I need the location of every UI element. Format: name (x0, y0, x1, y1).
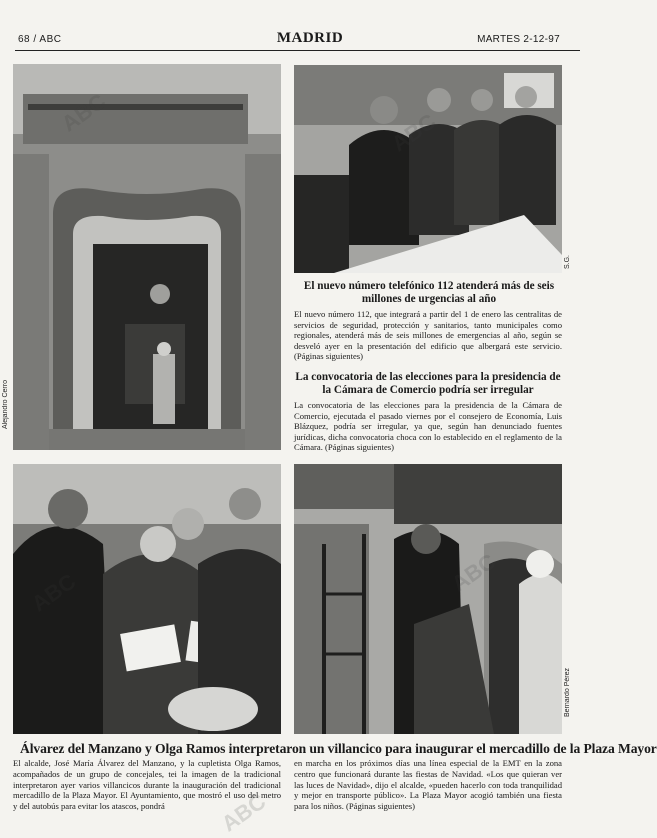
photo-credit-facade: Alejandro Cerro (2, 380, 9, 430)
lead-body-col1: El alcalde, José María Álvarez del Manzano, y la cupletista Olga Ramos, acompañados de un grupo de concejales, tei la imagen de la tradicional interpretaron ayer varios villancicos durante la inauguración del tradicional mercadillo de la Plaza Mayor. El Ayuntamiento, que mostró el uso del metro y del autobús para evitar los atascos, pondrá (13, 758, 281, 812)
body-112: El nuevo número 112, que integrará a partir del 1 de enero las centralitas de servicios de seguridad, protección y sanitarios, tanto municipales como regionales, atenderá más de seis millones de emergencias al año, según se desveló ayer en la presentación del edificio que albergará este servicio. (Páginas siguientes) (294, 309, 562, 362)
lead-headline: Álvarez del Manzano y Olga Ramos interpretaron un villancico para inaugurar el mercadillo de la Plaza Mayor (20, 741, 657, 756)
lead-body-col2: en marcha en los próximos días una línea especial de la EMT en la zona centro que funcionará durante las fiestas de Navidad. «Los que quieran ver las luces de Navidad», dijo el alcalde, «pueden hacerlo con toda tranquilidad y mejor en transporte público». La Plaza Mayor acogió también una fiesta para los niños. (Páginas siguientes) (294, 758, 562, 812)
photo-credit-scaffold: Bernardo Pérez (564, 668, 571, 718)
headline-camara-comercio: La convocatoria de las elecciones para la presidencia de la Cámara de Comercio podría ser irregular (295, 371, 561, 396)
page-section-label: 68 / ABC (18, 34, 62, 45)
issue-date: MARTES 2-12-97 (477, 34, 560, 45)
photo-credit-officials: S.G. (564, 255, 571, 270)
watermark-logo: ABC (216, 788, 271, 837)
section-title: MADRID (276, 30, 344, 46)
header-rule (15, 50, 580, 51)
photo-scaffold-plaza (294, 464, 562, 734)
photo-officials (294, 65, 562, 273)
photo-building-facade (13, 64, 281, 450)
body-camara-comercio: La convocatoria de las elecciones para la presidencia de la Cámara de Comercio, ejecutada el pasado viernes por el consejero de Economía, Luis Blázquez, podría ser irregular, ya que, según han denunciado fuentes jurídicas, dicha convocatoria choca con lo establecido en el reglamento de la Cámara. (Páginas siguientes) (294, 400, 562, 453)
headline-112: El nuevo número telefónico 112 atenderá más de seis millones de urgencias al año (303, 280, 555, 305)
photo-singers (13, 464, 281, 734)
